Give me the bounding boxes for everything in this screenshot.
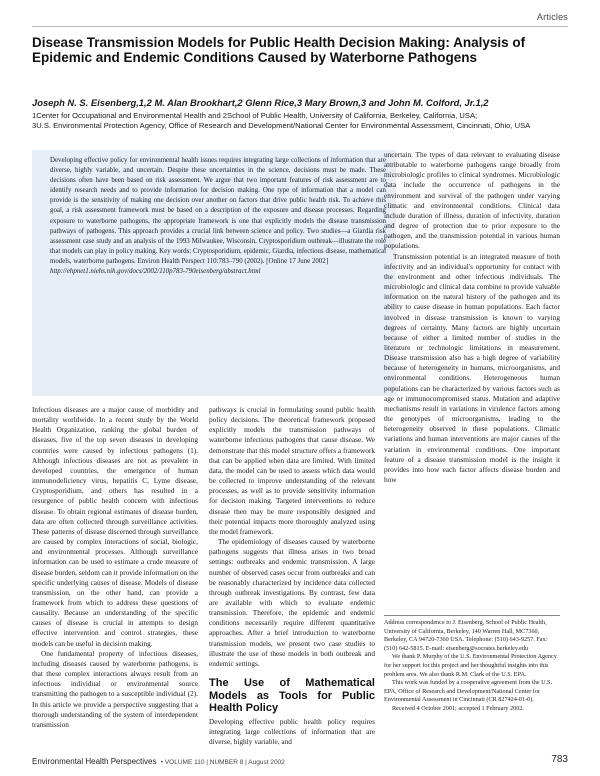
received-note: Received 4 October 2001; accepted 1 February 2002. xyxy=(392,704,524,712)
body-column-1 xyxy=(32,405,198,730)
acknowledgment-note: We thank P. Murphy of the U.S. Environmental Protection Agency for her support for this project and her thoughtful insights into this problem area. We also thank R.M. Clark of the U.S. EPA. xyxy=(384,653,557,678)
volume-info: • VOLUME 110 | NUMBER 8 | August 2002 xyxy=(160,759,285,766)
article-title: Disease Transmission Models for Public Health Decision Making: Analysis of Epidemic and Endemic Conditions Caused by Waterborne Pathogens xyxy=(32,35,526,65)
page-footer xyxy=(32,757,285,766)
page-number: 783 xyxy=(551,754,568,765)
correspondence-note: Address correspondence to J. Eisenberg, School of Public Health, University of California, Berkeley, 140 Warren Hall, MC7360, Berkeley, CA 94720-7360 USA. Telephone: (510) 643-9257. Fax: (510) 642-5815. E-mail: eisenberg@socrates.berkeley.edu xyxy=(384,619,548,652)
paragraph: pathways is crucial in formulating sound public health policy decisions. The theoretical framework proposed explicitly models the transmission pathways of waterborne infectious pathogens that cause disease. We demonstrate that this model structure offers a framework that can be applied when data are limited. With limited data, the model can be used to assess which data would be collected to improve understanding of the relevant processes, as well as to provide sensitivity information for decision making. Targeted interventions to reduce disease then may be more responsibly designed and their potential impacts more thoroughly analyzed using the model framework. xyxy=(209,405,375,536)
funding-note: This work was funded by a cooperative agreement from the U.S. EPA, Office of Research and Development/National Center for Environmental Assessment in Cincinnati (CR 827424-01-0). xyxy=(384,679,553,704)
journal-name: Environmental Health Perspectives xyxy=(32,757,157,766)
affiliations xyxy=(32,111,568,131)
paragraph: Developing effective public health policy requires integrating large collections of information that are diverse, highly variable, and xyxy=(209,716,375,746)
paragraph: Transmission potential is an integrated measure of both infectivity and an individual's opportunity for contact with the environment and other infectious individuals. The microbiologic and clinical data combine to provide valuable information on the natural history of the pathogen and its ability to cause disease in human populations. Each factor involved in disease transmission is known to varying degrees of certainty. Many factors are highly uncertain because of either a limited number of studies in the literature or technologic limitations in measurement. Disease transmission also has a high degree of variability because of heterogeneity in humans, microorganisms, and environmental conditions. Heterogeneous human populations can be characterized by various factors such as age or immunocompromised status. Mutation and adaptive mechanisms result in variations in virulence factors among the genotypes of microorganisms, leading to the heterogeneity observed in these populations. Climatic variations and human interventions are major causes of the variation in environmental conditions. One important feature of a disease transmission model is the insight it provides into how each factor affects disease burden and how xyxy=(384,251,560,484)
paragraph: uncertain. The types of data relevant to evaluating disease attributable to waterborne pathogens range broadly from microbiologic profiles to clinical syndromes. Microbiologic data include the occurrence of pathogens in the environment and survival of the pathogen under varying climatic and environmental conditions. Clinical data include duration of illness, duration of infectivity, duration and degree of protection due to prior exposure to the pathogen, and the transmission potential in various human populations. xyxy=(384,150,560,251)
header-rule xyxy=(32,26,568,27)
body-column-2 xyxy=(209,405,375,747)
section-label: Articles xyxy=(536,12,568,22)
abstract xyxy=(50,156,386,277)
paragraph: Infectious diseases are a major cause of morbidity and mortality worldwide. In a recent study by the World Health Organization, ranking the global burden of diseases, five of the top seven diseases in developing countries were caused by infectious pathogens (1). Although infectious diseases are not as prevalent in developed countries, the emergence of human immunodeficiency virus, hepatitis C, Lyme disease, Cryptosporidium, and others has resulted in a resurgence of public health concern with infectious disease. To obtain regional estimates of disease burden, data are often collected through surveillance activities. These patterns of disease discerned through surveillance are caused by complex interactions of social, biologic, and environmental processes. Although surveillance information can be used to estimate a crude measure of disease burden, seldom can it provide information on the specific underlying causes of disease. Models of disease transmission, on the other hand, can provide a framework from which to address these questions of causality. Because an understanding of the specific causes of disease is crucial in attempts to design effective intervention and control strategies, these models can be useful in decision making. xyxy=(32,405,198,648)
footnotes xyxy=(384,615,560,714)
affiliation-2: 3U.S. Environmental Protection Agency, Office of Research and Development/National Center for Environmental Assessment, Cincinnati, Ohio, USA xyxy=(32,121,531,130)
paragraph: The epidemiology of diseases caused by waterborne pathogens suggests that illness arises in two broad settings: outbreaks and endemic transmission. A large number of observed cases occur from outbreaks and can be reasonably characterized by incidence data collected through outbreak investigations. By contrast, few data are available with which to evaluate endemic transmission. Therefore, the epidemic and endemic conditions necessarily require different quantitative approaches. After a brief introduction to waterborne transmission models, we present two case studies to illustrate the use of these models in both outbreak and endemic settings. xyxy=(209,537,375,668)
abstract-url-link[interactable]: http://ehpnet1.niehs.nih.gov/docs/2002/110p783-790eisenberg/abstract.html xyxy=(50,268,261,276)
section-heading: The Use of Mathematical Models as Tools for Public Health Policy xyxy=(209,677,375,715)
affiliation-1: 1Center for Occupational and Environmental Health and 2School of Public Health, University of California, Berkeley, California, USA; xyxy=(32,111,478,120)
abstract-text: Developing effective policy for environmental health issues requires integrating large collections of information that are diverse, highly variable, and uncertain. Despite these uncertainties in the science, decisions must be made. These decisions often have been based on risk assessment. We argue that two important features of risk assessment are to identify research needs and to provide information for decision making. One type of information that a model can provide is the sensitivity of making one decision over another on factors that drive public health risk. To achieve this goal, a risk assessment framework must be based on a description of the exposure and disease processes. Regarding exposure to waterborne pathogens, the appropriate framework is one that explicitly models the disease transmission pathways of pathogens. This approach provides a crucial link between science and policy. Two studies—a Giardia risk assessment case study and an analysis of the 1993 Milwaukee, Wisconsin, Cryptosporidium outbreak—illustrate the role that models can play in policy making. Key words: Cryptosporidium, epidemic, Giardia, infectious disease, mathematical models, waterborne pathogens. Environ Health Perspect 110:783–790 (2002). [Online 17 June 2002] xyxy=(50,157,386,265)
author-list: Joseph N. S. Eisenberg,1,2 M. Alan Brookhart,2 Glenn Rice,3 Mary Brown,3 and John M. Colford, Jr.1,2 xyxy=(32,97,489,108)
paragraph: One fundamental property of infectious diseases, including diseases caused by waterborne pathogens, is that these complex interactions always result from an infectious individual or environmental source transmitting the pathogen to a susceptible individual (2). In this article we provide a perspective suggesting that a thorough understanding of the system of interdependent transmission xyxy=(32,648,198,729)
body-column-3 xyxy=(384,150,560,485)
